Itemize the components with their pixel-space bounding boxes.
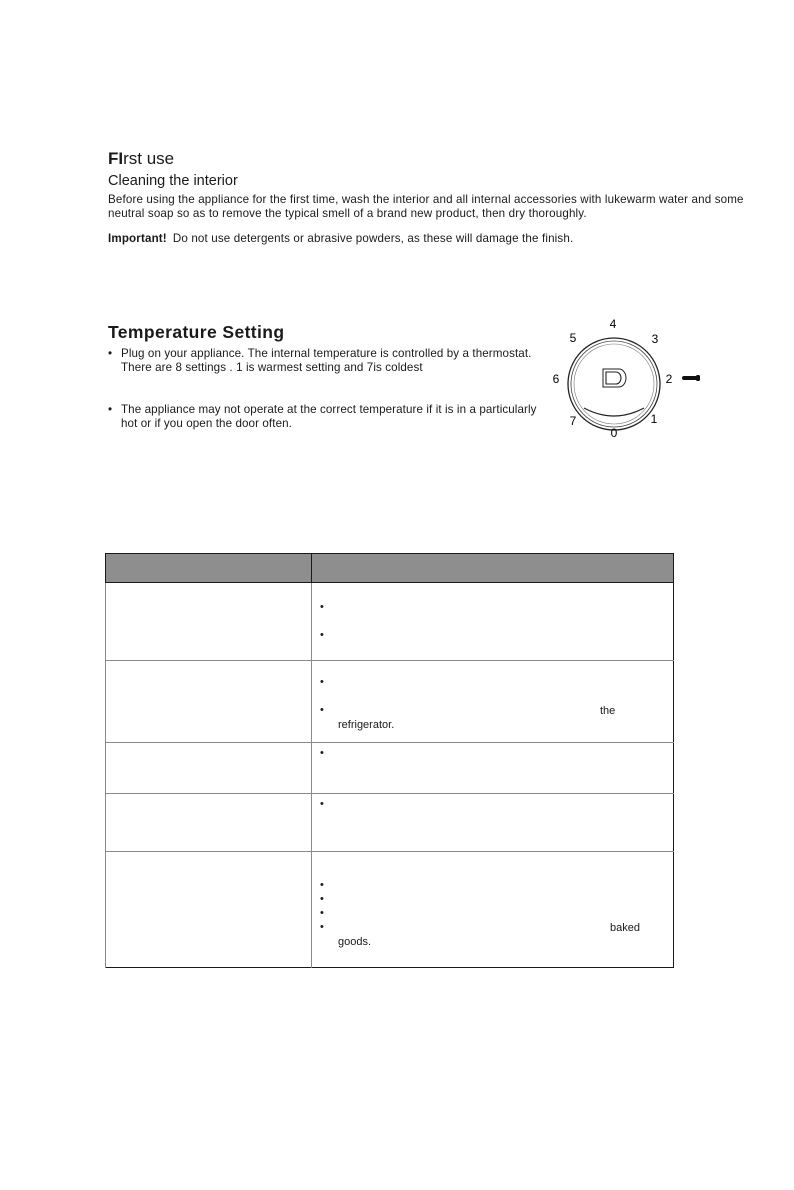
thermostat-dial [545, 312, 715, 447]
dial-label-7: 7 [569, 414, 577, 428]
row5-tail-text: baked [610, 922, 640, 934]
dial-label-6: 6 [552, 372, 560, 386]
dial-label-4: 4 [609, 317, 617, 331]
important-label: Important! [108, 232, 167, 245]
row2-continuation-text: refrigerator. [338, 719, 395, 731]
dial-label-5: 5 [569, 331, 577, 345]
troubleshooting-table [105, 553, 674, 968]
pointer-marker-icon [682, 375, 700, 381]
dial-label-0: 0 [610, 426, 618, 440]
cleaning-paragraph: Before using the appliance for the first time, wash the interior and all internal accessories with lukewarm water and some neutral soap so as to remove the typical smell of a brand new product, then dry thoroughly. [108, 193, 744, 220]
important-text: Do not use detergents or abrasive powders, as these will damage the finish. [172, 232, 574, 245]
table-row: • • the refrigerator. [106, 661, 674, 743]
table-row: • • [106, 583, 674, 661]
table-header-row [106, 554, 674, 583]
cleaning-subheading: Cleaning the interior [108, 173, 238, 189]
row2-tail-text: the [600, 705, 616, 717]
table-header-cell [106, 554, 312, 583]
dial-label-1: 1 [650, 412, 658, 426]
table-header-cell [312, 554, 674, 583]
dial-label-2: 2 [665, 372, 673, 386]
table-row: • [106, 794, 674, 852]
table-row: • • • • baked goods. [106, 852, 674, 968]
first-use-heading: FIrst use [108, 149, 175, 168]
dial-knob-icon [606, 372, 621, 384]
temperature-setting-heading: Temperature Setting [108, 322, 285, 342]
temperature-bullet-2: • The appliance may not operate at the correct temperature if it is in a particularly hot or if you open the door often. [108, 403, 537, 430]
temperature-bullet-1: • Plug on your appliance. The internal temperature is controlled by a thermostat. There are 8 settings . 1 is warmest setting and 7is coldest [108, 347, 532, 374]
row5-continuation-text: goods. [338, 936, 372, 948]
dial-label-3: 3 [651, 332, 659, 346]
important-note [108, 232, 573, 245]
table-row: • [106, 743, 674, 794]
